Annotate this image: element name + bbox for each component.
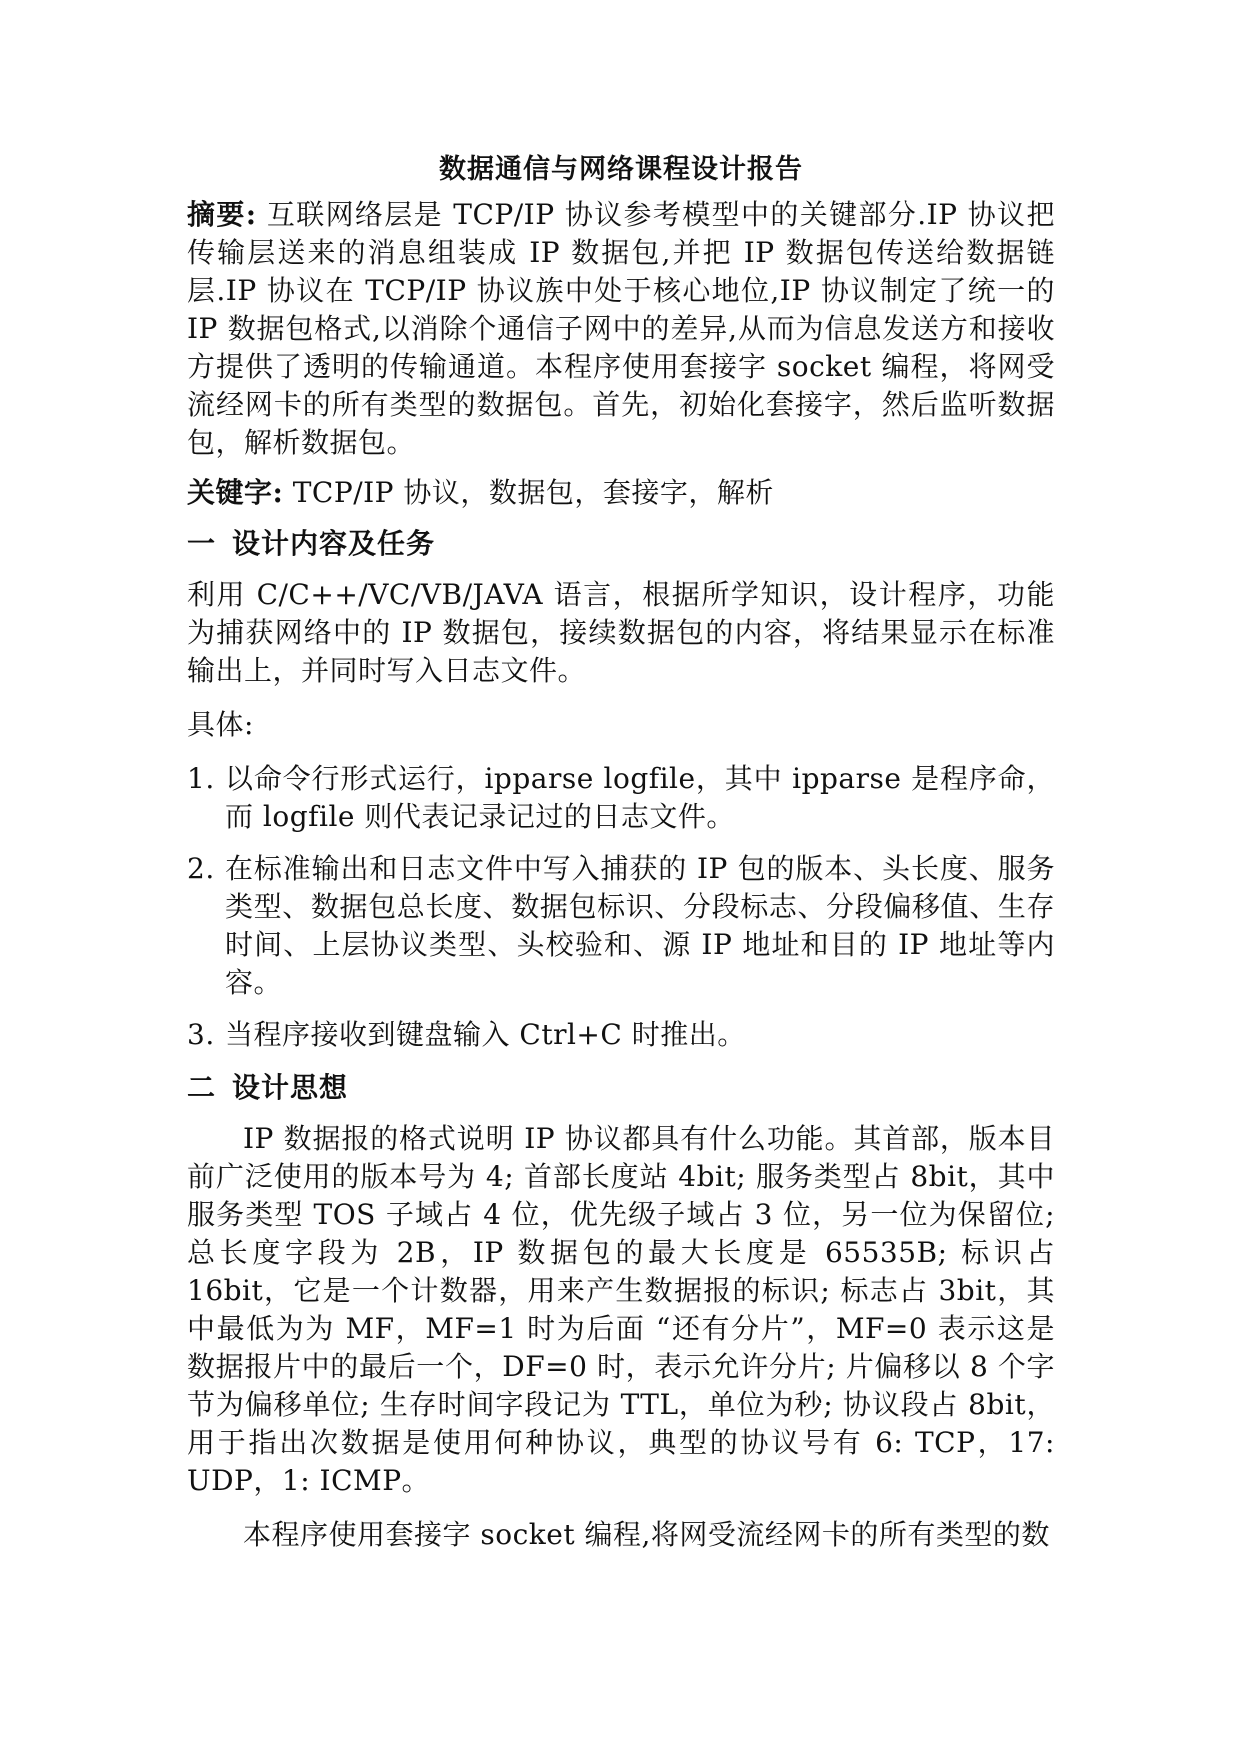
list-item <box>187 1016 1055 1054</box>
list-marker: 3. <box>187 1018 215 1051</box>
abstract-text: 互联网络层是 TCP/IP 协议参考模型中的关键部分.IP 协议把传输层送来的消息组装成 IP 数据包,并把 IP 数据包传送给数据链层.IP 协议在 TCP/IP 协议族中处于核心地位,IP 协议制定了统一的 IP 数据包格式,以消除个通信子网中的差异,从而为信息发送方和接收方提供了透明的传输通道。本程序使用套接字 socket 编程，将网受流经网卡的所有类型的数据包。首先，初始化套接字，然后监听数据包，解析数据包。 <box>187 198 1055 459</box>
list-marker: 2. <box>187 852 215 885</box>
section1-intro: 利用 C/C++/VC/VB/JAVA 语言，根据所学知识，设计程序，功能为捕获网络中的 IP 数据包，接续数据包的内容，将结果显示在标准输出上，并同时写入日志文件。 <box>187 578 1055 687</box>
task-list <box>187 760 1055 1054</box>
spacer <box>187 512 1055 524</box>
abstract-label: 摘要: <box>187 198 257 231</box>
spacer <box>187 744 1055 760</box>
document-title: 数据通信与网络课程设计报告 <box>439 154 803 185</box>
spacer <box>187 1108 1055 1120</box>
list-item-text: 在标准输出和日志文件中写入捕获的 IP 包的版本、头长度、服务类型、数据包总长度、数据包标识、分段标志、分段偏移值、生存时间、上层协议类型、头校验和、源 IP 地址和目的 IP 地址等内容。 <box>225 852 1055 999</box>
keywords-label: 关键字: <box>187 476 284 509</box>
keywords-text: TCP/IP 协议，数据包，套接字，解析 <box>292 476 774 509</box>
spacer <box>187 564 1055 576</box>
spacer <box>187 462 1055 474</box>
section-number: 一 <box>187 527 217 560</box>
document-content <box>187 150 1055 1554</box>
list-item <box>187 850 1055 1002</box>
spacer <box>187 1500 1055 1516</box>
section-heading-1 <box>187 524 1055 564</box>
section-title: 设计内容及任务 <box>232 527 436 560</box>
section-title: 设计思想 <box>232 1071 349 1104</box>
section2-paragraph-1: IP 数据报的格式说明 IP 协议都具有什么功能。其首部，版本目前广泛使用的版本号为 4; 首部长度站 4bit; 服务类型占 8bit，其中服务类型 TOS 子域占 4 位，优先级子域占 3 位，另一位为保留位; 总长度字段为 2B，IP 数据包的最大长度是 65535B; 标识占 16bit，它是一个计数器，用来产生数据报的标识; 标志占 3bit，其中最低为为 MF，MF=1 时为后面 “还有分片”，MF=0 表示这是数据报片中的最后一个，DF=0 时，表示允许分片; 片偏移以 8 个字节为偏移单位; 生存时间字段记为 TTL，单位为秒; 协议段占 8bit，用于指出次数据是使用何种协议，典型的协议号有 6: TCP，17: UDP，1: ICMP。 <box>187 1122 1055 1497</box>
list-item-text: 以命令行形式运行，ipparse logfile，其中 ipparse 是程序命，而 logfile 则代表记录记过的日志文件。 <box>225 762 1055 833</box>
list-marker: 1. <box>187 762 215 795</box>
section-number: 二 <box>187 1071 217 1104</box>
abstract-paragraph <box>187 196 1055 462</box>
keywords-paragraph <box>187 474 1055 512</box>
section1-detail-label: 具体: <box>187 708 254 741</box>
list-item-text: 当程序接收到键盘输入 Ctrl+C 时推出。 <box>225 1018 746 1051</box>
spacer <box>187 690 1055 706</box>
section2-paragraph-2: 本程序使用套接字 socket 编程,将网受流经网卡的所有类型的数 <box>243 1518 1050 1551</box>
list-item <box>187 760 1055 836</box>
section-heading-2 <box>187 1068 1055 1108</box>
